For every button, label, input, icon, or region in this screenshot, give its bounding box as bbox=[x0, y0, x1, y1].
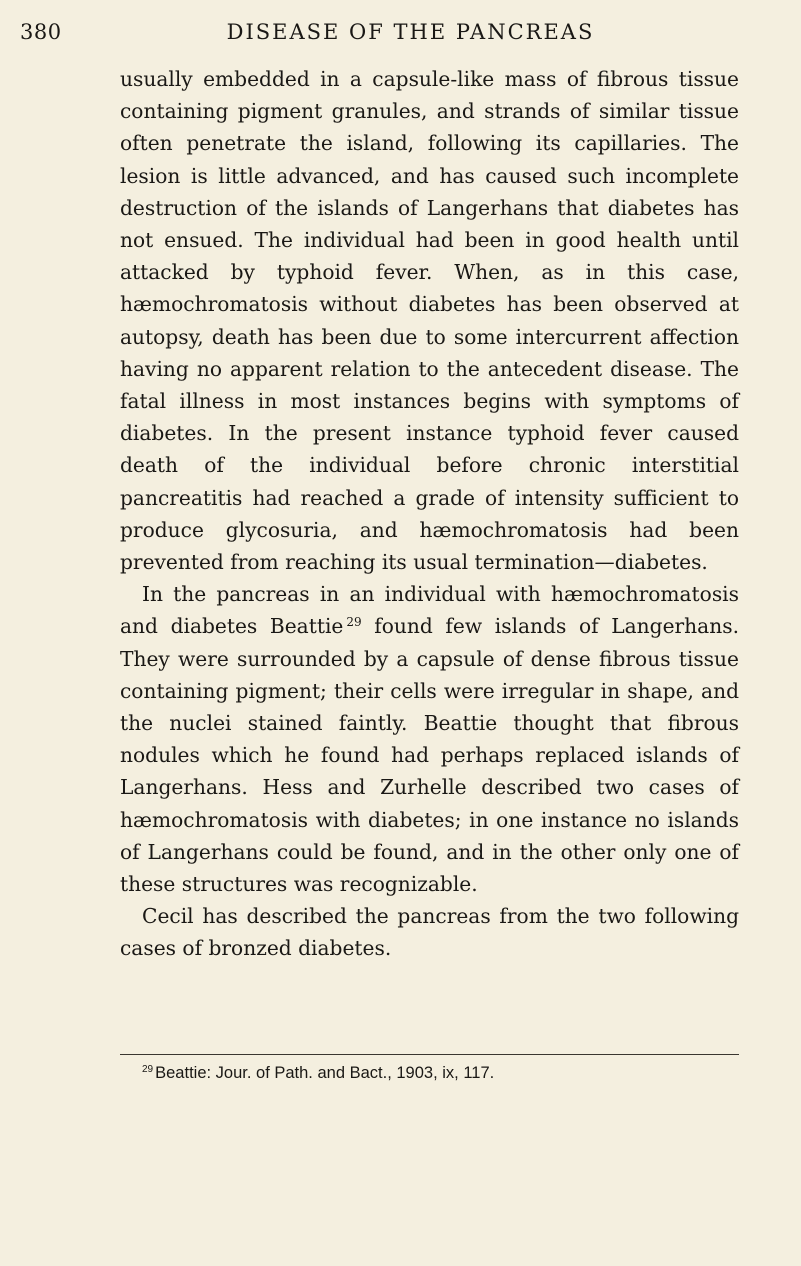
footnote bbox=[142, 1062, 739, 1084]
paragraph-1: usually embedded in a capsule-like mass of fibrous tissue containing pigment granules, and strands of similar tissue often penetrate the island, following its capillaries. The lesion is little advanced, and has caused such incomplete destruction of the islands of Langerhans that diabetes has not ensued. The individual had been in good health until attacked by typhoid fever. When, as in this case, hæmochromatosis without diabetes has been observed at autopsy, death has been due to some intercurrent affection having no apparent relation to the antecedent disease. The fatal illness in most instances begins with symptoms of diabetes. In the present instance typhoid fever caused death of the individual before chronic interstitial pancreatitis had reached a grade of intensity sufficient to produce glycosuria, and hæmochromatosis had been prevented from reaching its usual termination—diabetes. bbox=[120, 67, 739, 575]
footnote-text: Beattie: Jour. of Path. and Bact., 1903, ix, 117. bbox=[155, 1064, 495, 1082]
paragraph-2-text-start: In the pancreas in an individual with hæmochromatosis and diabetes Beattie bbox=[120, 582, 739, 639]
body-text bbox=[120, 63, 739, 965]
footnote-reference: 29 bbox=[346, 614, 362, 629]
paragraph-2 bbox=[120, 578, 739, 900]
page-header bbox=[0, 18, 801, 50]
footnote-divider bbox=[120, 1054, 739, 1055]
page-number: 380 bbox=[20, 20, 62, 44]
paragraph-2-text-end: found few islands of Langerhans. They were surrounded by a capsule of dense fibrous tissue containing pigment; their cells were irregular in shape, and the nuclei stained faintly. Beattie thought that fibrous nodules which he found had perhaps replaced islands of Langerhans. Hess and Zurhelle described two cases of hæmochromatosis with diabetes; in one instance no islands of Langerhans could be found, and in the other only one of these structures was recognizable. bbox=[120, 614, 739, 897]
footnote-marker: 29 bbox=[142, 1063, 154, 1075]
running-head: DISEASE OF THE PANCREAS bbox=[226, 20, 595, 44]
paragraph-3: Cecil has described the pancreas from the two following cases of bronzed diabetes. bbox=[120, 904, 739, 961]
